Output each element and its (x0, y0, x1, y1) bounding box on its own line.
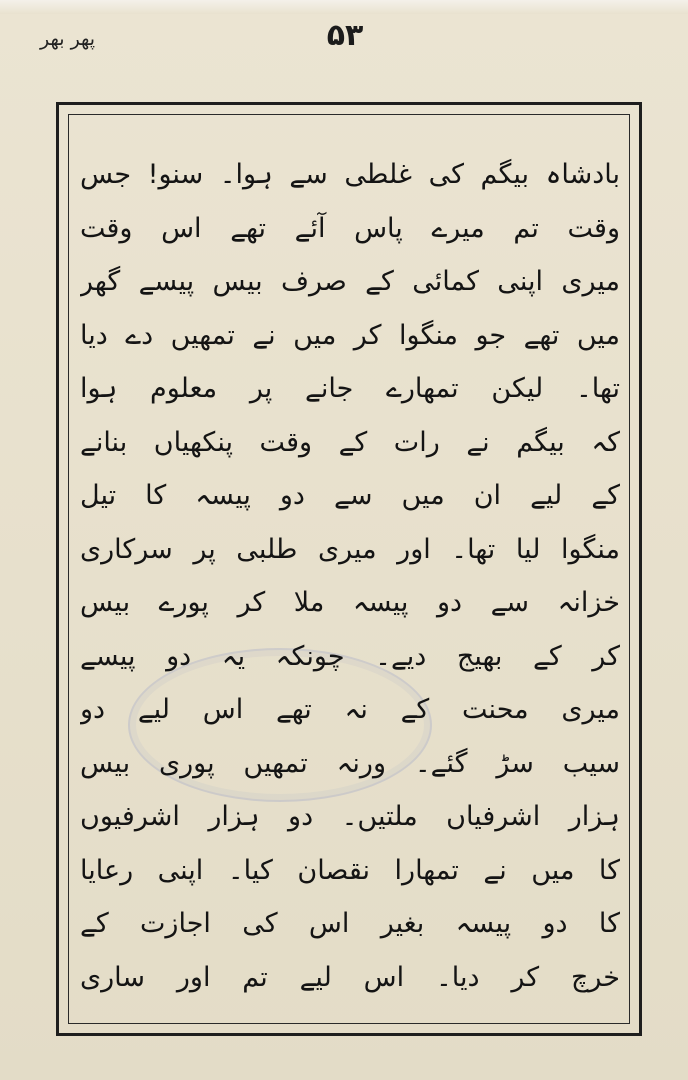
text-line: بادشاہ بیگم کی غلطی سے ہوا۔ سنو! جس (80, 159, 620, 190)
text-line: کا دو پیسہ بغیر اس کی اجازت کے (80, 908, 620, 939)
text-line: کے لیے ان میں سے دو پیسہ کا تیل (80, 480, 620, 511)
text-line: سیب سڑ گئے۔ ورنہ تمھیں پوری بیس (80, 747, 620, 779)
body-text (80, 148, 620, 1008)
running-head: پھر بھر (40, 28, 96, 50)
text-line: کا میں نے تمھارا نقصان کیا۔ اپنی رعایا (80, 854, 620, 886)
page-number: ۵۳ (326, 18, 364, 53)
text-line: خرچ کر دیا۔ اس لیے تم اور ساری (80, 961, 620, 993)
text-line: تھا۔ لیکن تمھارے جانے پر معلوم ہوا (80, 373, 620, 404)
text-line: میں تھے جو منگوا کر میں نے تمھیں دے دیا (80, 319, 620, 351)
text-line: خزانہ سے دو پیسہ ملا کر پورے بیس (80, 587, 620, 618)
text-line: وقت تم میرے پاس آئے تھے اس وقت (80, 212, 620, 244)
text-line: کہ بیگم نے رات کے وقت پنکھیاں بنانے (80, 426, 620, 458)
page-top-edge (0, 0, 688, 14)
text-line: کر کے بھیج دیے۔ چونکہ یہ دو پیسے (80, 640, 620, 672)
text-line: میری اپنی کمائی کے صرف بیس پیسے گھر (80, 266, 620, 297)
text-line: منگوا لیا تھا۔ اور میری طلبی پر سرکاری (80, 533, 620, 565)
text-line: ہزار اشرفیاں ملتیں۔ دو ہزار اشرفیوں (80, 801, 620, 832)
text-line: میری محنت کے نہ تھے اس لیے دو (80, 694, 620, 725)
